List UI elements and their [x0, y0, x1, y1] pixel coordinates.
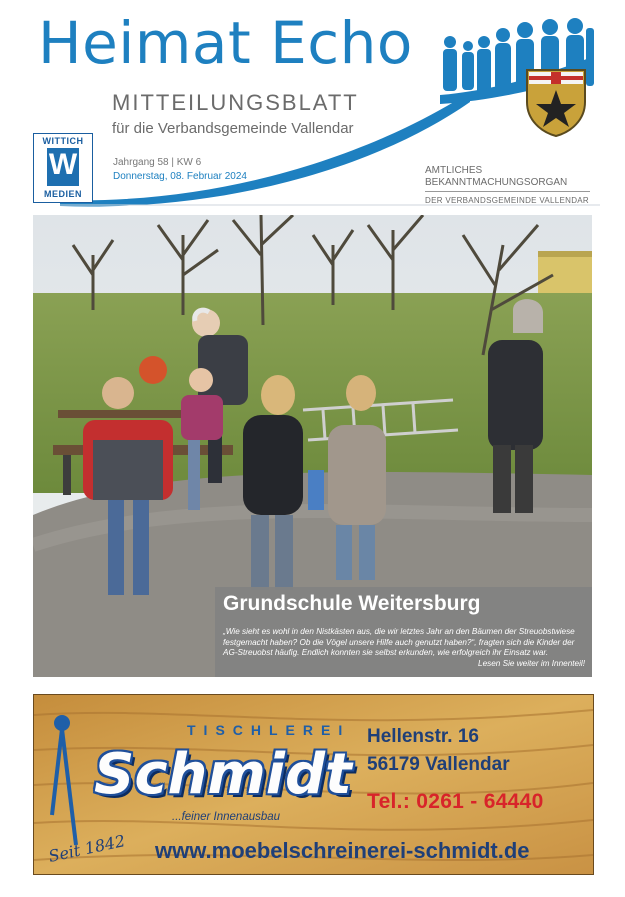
cover-teaser: „Wie sieht es wohl in den Nistkästen aus, die wir letztes Jahr an den Bäumen der Streuobstwiese festgemacht haben? Ob die Vögel unsere Hilfe auch genutzt haben?“, fragten sich die Kinder der AG-Streuobst häufig. Endlich konnten sie selbst erkunden, wie erfolgreich ihr Einsatz war.: [223, 627, 575, 657]
advertisement[interactable]: [33, 694, 594, 875]
ad-since: Seit 1842: [46, 831, 127, 866]
issue-date: Donnerstag, 08. Februar 2024: [113, 171, 247, 182]
cover-photo: [33, 215, 592, 677]
issue-volume: Jahrgang 58 | KW 6: [113, 157, 202, 168]
newspaper-subtitle: MITTEILUNGSBLATT: [112, 90, 359, 115]
logo-letter: W: [48, 148, 78, 181]
cover-headline: Grundschule Weitersburg: [223, 592, 481, 615]
ad-city: 56179 Vallendar: [367, 754, 510, 775]
ad-tagline: ...feiner Innenausbau: [172, 811, 281, 823]
compass-icon: [54, 713, 74, 733]
ad-phone[interactable]: Tel.: 0261 - 64440: [367, 790, 544, 813]
logo-top-text: WITTICH: [42, 136, 84, 146]
logo-bottom-text: MEDIEN: [43, 189, 82, 199]
ad-website-link[interactable]: www.moebelschreinerei-schmidt.de: [155, 838, 530, 863]
organ-label-line2: BEKANNTMACHUNGSORGAN: [425, 177, 568, 188]
organ-label-line3: DER VERBANDSGEMEINDE VALLENDAR: [425, 196, 589, 205]
newspaper-title: Heimat Echo: [38, 9, 413, 77]
coat-of-arms-icon: [521, 66, 591, 138]
ad-street: Hellenstr. 16: [367, 726, 479, 747]
organ-label-line1: AMTLICHES: [425, 165, 483, 176]
publisher-logo: [33, 133, 93, 203]
ad-tischlerei-label: TISCHLEREI: [187, 722, 351, 738]
cover-caption: [215, 587, 592, 677]
organ-divider: [425, 191, 590, 192]
newspaper-subline: für die Verbandsgemeinde Vallendar: [112, 120, 354, 137]
read-more-link[interactable]: Lesen Sie weiter im Innenteil!: [478, 658, 585, 668]
ad-brand-logo: Schmidt: [94, 742, 352, 807]
cover-text-block: [223, 627, 585, 669]
logo-mark: [47, 148, 79, 186]
